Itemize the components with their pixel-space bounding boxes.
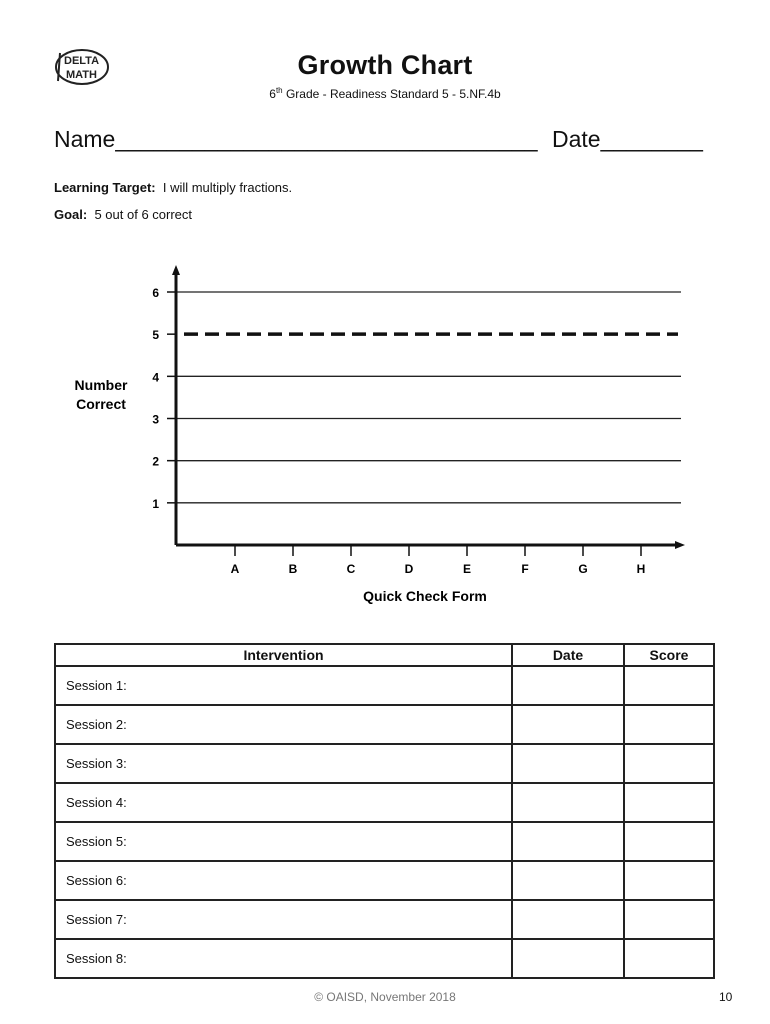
- table-row: [55, 705, 714, 744]
- session-label: Session 2:: [55, 705, 512, 744]
- session-score-cell[interactable]: [624, 939, 714, 978]
- table-header-row: [55, 644, 714, 666]
- x-tick-label: H: [636, 562, 646, 576]
- page-number: 10: [719, 990, 733, 1004]
- y-tick-label: 4: [152, 370, 159, 385]
- table-row: [55, 783, 714, 822]
- y-axis-title-line2: Correct: [76, 396, 126, 412]
- session-date-cell[interactable]: [512, 939, 624, 978]
- session-label: Session 1:: [55, 666, 512, 705]
- session-label: Session 6:: [55, 861, 512, 900]
- x-axis-title: Quick Check Form: [363, 588, 487, 604]
- header-date: Date: [512, 644, 624, 666]
- y-tick-label: 2: [152, 454, 159, 469]
- goal-label: Goal:: [54, 207, 88, 222]
- x-axis-arrow: [675, 541, 685, 549]
- session-score-cell[interactable]: [624, 744, 714, 783]
- session-score-cell[interactable]: [624, 783, 714, 822]
- session-score-cell[interactable]: [624, 705, 714, 744]
- y-tick-label: 5: [152, 328, 159, 343]
- date-blank: ________: [600, 126, 703, 152]
- x-tick-label: C: [346, 562, 356, 576]
- session-date-cell[interactable]: [512, 861, 624, 900]
- session-date-cell[interactable]: [512, 705, 624, 744]
- session-date-cell[interactable]: [512, 666, 624, 705]
- y-tick-label: 1: [152, 496, 159, 511]
- x-tick-label: D: [404, 562, 414, 576]
- header-score: Score: [624, 644, 714, 666]
- page-title: Growth Chart: [297, 50, 473, 80]
- x-tick-label: E: [462, 562, 472, 576]
- logo-text-math: MATH: [66, 69, 97, 81]
- session-label: Session 3:: [55, 744, 512, 783]
- x-tick-label: B: [288, 562, 298, 576]
- session-label: Session 5:: [55, 822, 512, 861]
- y-axis-arrow: [172, 265, 180, 275]
- intervention-table: [54, 643, 715, 979]
- learning-target-text: I will multiply fractions.: [162, 180, 293, 195]
- name-blank: _________________________________: [115, 126, 538, 152]
- session-label: Session 8:: [55, 939, 512, 978]
- copyright: © OAISD, November 2018: [314, 990, 456, 1004]
- table-row: [55, 861, 714, 900]
- name-label: Name: [54, 126, 116, 152]
- x-tick-label: F: [521, 562, 529, 576]
- session-date-cell[interactable]: [512, 822, 624, 861]
- x-tick-label: A: [230, 562, 240, 576]
- y-tick-label: 6: [152, 286, 159, 300]
- session-score-cell[interactable]: [624, 900, 714, 939]
- session-score-cell[interactable]: [624, 666, 714, 705]
- header-intervention: Intervention: [55, 644, 512, 666]
- table-row: [55, 900, 714, 939]
- x-tick-label: G: [578, 562, 588, 576]
- session-date-cell[interactable]: [512, 900, 624, 939]
- table-row: [55, 744, 714, 783]
- session-date-cell[interactable]: [512, 744, 624, 783]
- table-row: [55, 939, 714, 978]
- session-label: Session 4:: [55, 783, 512, 822]
- y-axis-title-line1: Number: [74, 377, 128, 393]
- logo-text-delta: DELTA: [64, 55, 100, 67]
- table-row: [55, 666, 714, 705]
- goal-text: 5 out of 6 correct: [94, 207, 193, 222]
- session-date-cell[interactable]: [512, 783, 624, 822]
- session-score-cell[interactable]: [624, 822, 714, 861]
- table-row: [55, 822, 714, 861]
- grade-ordinal: th: [275, 86, 283, 95]
- standard-text: Grade - Readiness Standard 5 - 5.NF.4b: [282, 87, 501, 101]
- session-score-cell[interactable]: [624, 861, 714, 900]
- session-label: Session 7:: [55, 900, 512, 939]
- grade-number: 6: [269, 87, 276, 101]
- learning-target-label: Learning Target:: [54, 180, 156, 195]
- y-tick-label: 3: [152, 412, 159, 427]
- date-label: Date: [552, 126, 601, 152]
